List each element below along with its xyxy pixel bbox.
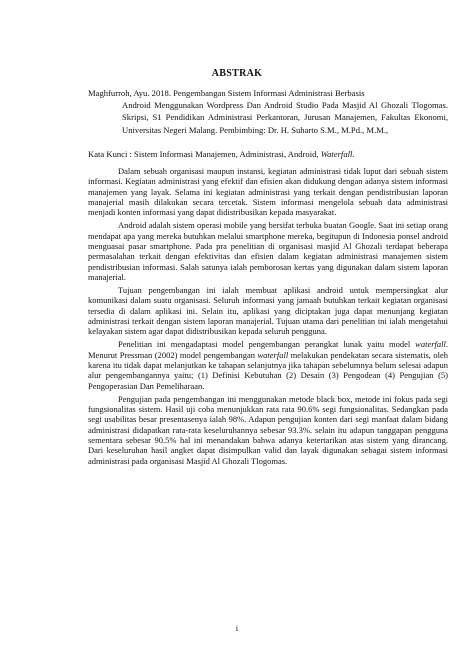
paragraph-4 — [88, 339, 448, 391]
keywords-text: Kata Kunci : Sistem Informasi Manajemen, Administrasi, Android, — [88, 149, 321, 159]
keywords-italic: Waterfall. — [320, 149, 355, 159]
paragraph-1: Dalam sebuah organisasi maupun instansi, kegiatan administrasi tidak luput dari sebuah sistem informasi. Kegiatan administrasi yang efektif dan efisien akan didukung dengan adanya sistem informasi manajemen yang layak. Selama ini kegiatan administrasi yang terkait dengan pendistribusian laporan manajerial masih dilakukan secara tercetak. Sistem informasi mengelola sebuah data administrasi menjadi konten informasi yang dapat didistribusikan kepada masyarakat. — [88, 166, 448, 218]
paragraph-2: Android adalah sistem operasi mobile yang bersifat terbuka buatan Google. Saat ini setiap orang mendapat apa yang mereka butuhkan melalui smartphone mereka, begitupun di Indonesia ponsel android menguasai pasar smartphone. Pada pra penelitian di organisasi masjid Al Ghozali terdapat beberapa permasalahan terkait dengan efektivitas dan efisien dalam kegiatan administrasi manajemen sistem pendistribusian informasi. Salah satunya ialah pemborosan kertas yang digunakan dalam sistem laporan manajerial. — [88, 220, 448, 283]
citation-block — [88, 87, 448, 136]
abstract-body — [88, 166, 448, 469]
paragraph-4-part-1: Penelitian ini mengadaptasi model pengembangan perangkat lunak yaitu model — [118, 339, 416, 350]
paragraph-3: Tujuan pengembangan ini ialah membuat aplikasi android untuk mempersingkat alur komunikasi dalam suatu organisasi. Seluruh informasi yang jamaah butuhkan terkait kegiatan organisasi tersedia di dalam aplikasi ini. Selain itu, aplikasi yang diciptakan juga dapat menunjang kegiatan administrasi terkait dengan sistem laporan manajerial. Tujuan utama dari penelitian ini ialah mengetahui kelayakan sistem agar dapat didistribusikan kepada seluruh pengguna. — [88, 284, 448, 337]
citation-rest: Android Menggunakan Wordpress Dan Android Studio Pada Masjid Al Ghozali Tlogomas. Skripsi, S1 Pendidikan Administrasi Perkantoran, Jurusan Manajemen, Fakultas Ekonomi, Universitas Negeri Malang. Pembimbing: Dr. H. Suharto S.M., M.Pd., M.M., — [122, 100, 448, 135]
paragraph-4-italic-1: waterfall — [415, 339, 446, 350]
paragraph-4-part-2: . Menurut Pressman (2002) model pengembangan — [88, 339, 448, 360]
paragraph-4-italic-2: waterfall — [257, 349, 289, 360]
keywords-line — [88, 148, 448, 160]
page-number: i — [235, 623, 239, 633]
paragraph-5: Pengujian pada pengembangan ini menggunakan metode black box, metode ini fokus pada segi fungsionalitas sistem. Hasil uji coba menunjukkan rata rata 90.6% segi fungsionalitas. Sedangkan pada segi usabilitas besar presentasenya ialah 98%. Adapun pengujian konten dari segi manfaat dalam bidang administrasi didapatkan rata-rata keseluruhannya sebesar 93.3%. selain itu adapun tanggapan pengguna sementara sebesar 90.5% hal ini menandakan bahwa adanya ketertarikan atas sistem yang dirancang. Dari keseluruhan hasil angket dapat disimpulkan valid dan layak digunakan sebagai sistem informasi administrasi pada organisasi Masjid Al Ghozali Tlogomas. — [88, 393, 448, 466]
citation-lead: Maghfurroh, Ayu. 2018. Pengembangan Sistem Informasi Administrasi Berbasis — [88, 88, 365, 98]
paragraph-4-part-3: melakukan pendekatan secara sistematis, oleh karena itu tidak dapat melanjutkan ke tahapan selanjutnya jika tahapan sebelumnya belum selesai adapun alur pengembangannya yaitu; (1) Definisi Kebutuhan (2) Desain (3) Pengodean (4) Pengujian (5) Pengoperasian Dan Pemeliharaan. — [88, 349, 448, 391]
abstract-title: ABSTRAK — [211, 68, 263, 79]
